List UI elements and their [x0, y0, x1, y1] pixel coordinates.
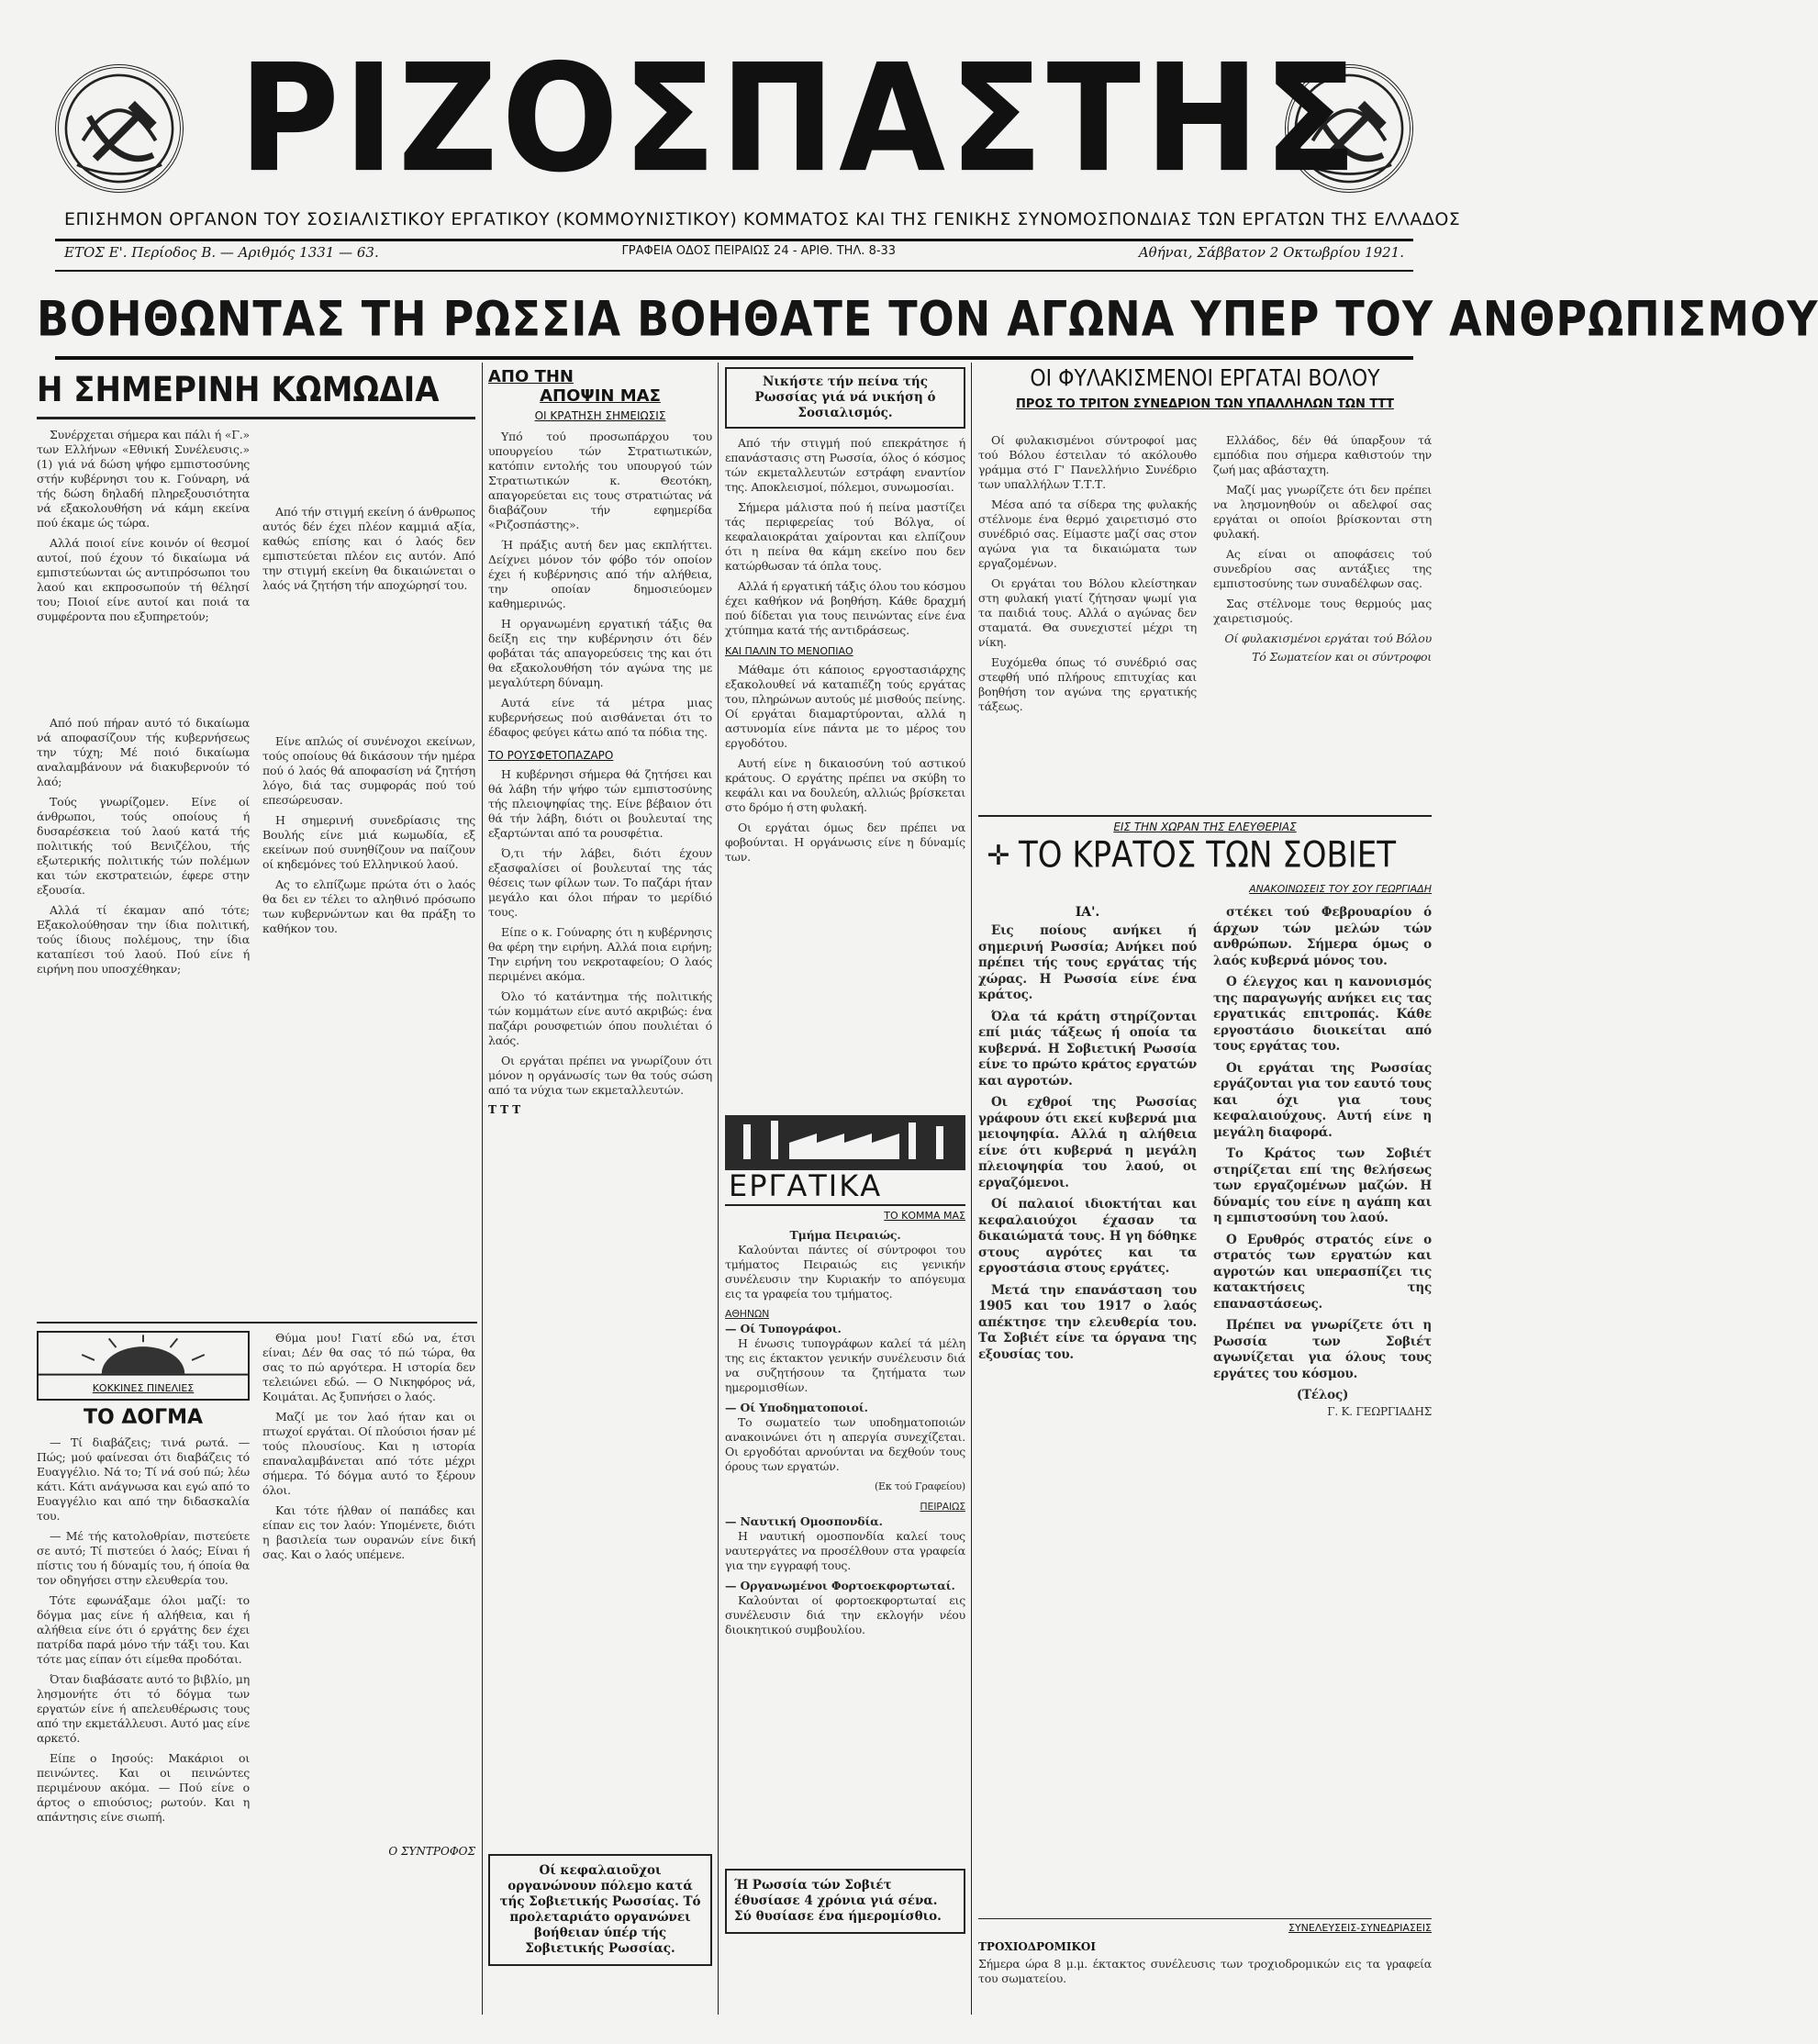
factory-icon [725, 1115, 965, 1170]
article-paragraph: Αυτή είνε η δικαιοσύνη τού αστικού κράτους. Ο εργάτης πρέπει να σκύβη το κεφάλι και να δουλεύη, αλλιώς βρίσκεται στο δρόμο ή στη φυλακή. [725, 756, 965, 814]
notice-title: — Οργανωμένοι Φορτοεκφορτωταί. [725, 1579, 955, 1592]
cross-icon: ✛ [987, 839, 1010, 872]
article-dogma [37, 1331, 475, 2010]
signature-line: Τό Σωματείον και οι σύντροφοι [1252, 650, 1432, 664]
slogan-box [725, 367, 965, 429]
sub-headline: ΚΑΙ ΠΑΛΙΝ ΤΟ ΜΕΝΟΠΙΑΟ [725, 645, 853, 657]
notice-text: Καλούνται πάντες οί σύντροφοι του τμήματος Πειραιώς εις γενικήν συνέλευσιν την Κυριακήν το απόγευμα εις τα γραφεία του τμήματος. [725, 1243, 965, 1301]
article-paragraph: — Τί διαβάζεις; τινά ρωτά. — Πώς; μού φαίνεσαι ότι διαβάζεις τό Ευαγγέλιο. Νά το; Τί νά σού πώ; λέω κάτι. Κάτι ανάγνωσα και εγώ από το Ευαγγέλιο και από την διδασκαλία του. [37, 1435, 250, 1523]
slogan-text: Νικήστε τήν πείνα τής Ρωσσίας γιά νά νικήση ό Σοσιαλισμός. [754, 374, 936, 420]
article-body-left [978, 433, 1197, 720]
article-body [488, 430, 712, 740]
article-body-left-2 [37, 716, 250, 982]
article-paragraph: Ας είναι οι αποφάσεις τού συνεδρίου σας αντάξιες της εμπιστοσύνης των συναδέλφων σας. [1213, 547, 1432, 590]
article-paragraph: Σήμερα μάλιστα πού ή πείνα μαστίζει τάς περιφερείας τού Βόλγα, οί κεφαλαιοκράται χαίρονται και ελπίζουν ότι η πείνα θα κάμη εκείνο που δεν κατώρθωσαν τά όπλα τους. [725, 500, 965, 573]
article-paragraph: Ελλάδος, δέν θά ύπαρξουν τά εμπόδια που σήμερα καθιστούν την ζωή μας αβάσταχτη. [1213, 433, 1432, 476]
article-paragraph: Αυτά είνε τά μέτρα μιας κυβερνήσεως πού αισθάνεται ότι το έδαφος φεύγει κάτω από τα πόδια της. [488, 696, 712, 739]
article-paragraph: Πρέπει να γνωρίζετε ότι η Ρωσσία των Σοβιέτ αγωνίζεται για όλους τους εργάτες του κόσμου. [1213, 1318, 1432, 1381]
article-headline-2 [978, 834, 1432, 877]
source-note: (Εκ τού Γραφείου) [874, 1480, 965, 1492]
footer-label: ΣΥΝΕΛΕΥΣΕΙΣ-ΣΥΝΕΔΡΙΑΣΕΙΣ [1288, 1922, 1432, 1934]
notice-text: Η ναυτική ομοσπονδία καλεί τους ναυτεργάτες να προσέλθουν στα γραφεία για την εγγραφή τους. [725, 1529, 965, 1572]
series-line: ΑΠΟ ΤΗΝ [488, 367, 574, 386]
article-volos [978, 367, 1432, 2010]
series-title: ΚΟΚΚΙΝΕΣ ΠΙΝΕΛΙΕΣ [92, 1382, 195, 1394]
section-rule [725, 1204, 965, 1206]
article-paragraph: Η οργανωμένη εργατική τάξις θα δείξη εις την κυβέρνησιν ότι δέν φοβάται τάς απαγορεύσεις της και ότι θα εξακολουθήση τόν αγώνα της με μεγαλύτερη δύναμη. [488, 617, 712, 689]
article-paragraph: Αλλά τί έκαμαν από τότε; Εξακολούθησαν την ίδια πολιτική, τούς ίδιους πολέμους, την ίδια καταπίεσι τού λαού. Πού είνε ή ειρήνη που υποσχέθηκαν; [37, 903, 250, 976]
article-paragraph: Ό,τι τήν λάβει, διότι έχουν εξασφαλίσει οί βουλευταί της τάς θέσεις των φίλων των. Το παζάρι ήταν μεγάλο και όλοι πήραν το μερίδιό τους. [488, 846, 712, 919]
article-body [725, 663, 965, 865]
dateline [64, 244, 1404, 266]
article-paragraph: Οι εργάται πρέπει να γνωρίζουν ότι μόνον η οργάνωσίς των θα τούς σώση από τα νύχια των εκμεταλλευτών. [488, 1054, 712, 1097]
article-paragraph: Σας στέλνομε τους θερμούς μας χαιρετισμούς. [1213, 597, 1432, 625]
category-label: ΕΙΣ ΤΗΝ ΧΩΡΑΝ ΤΗΣ ΕΛΕΥΘΕΡΙΑΣ [1113, 821, 1297, 833]
article-paragraph: Από πού πήραν αυτό τό δικαίωμα νά αποφασίζουν τής κυβερνήσεως την τύχη; Μέ ποιό δικαίωμα αναλαμβάνουν νά διακυβερνούν τό λαό; [37, 716, 250, 788]
article-body-right [262, 505, 475, 598]
signers: Οί φυλακισμένοι εργάται τού Βόλου [1224, 631, 1432, 645]
column-rule [971, 363, 972, 2015]
article-paragraph: Από τήν στιγμή πού επεκράτησε ή επανάστασις στη Ρωσσία, όλος ό κόσμος τών εκμεταλλευτών εστράφη εναντίον της. Αποκλεισμοί, πόλεμοι, συνωμοσίαι. [725, 436, 965, 494]
issue-info: ΕΤΟΣ Ε'. Περίοδος Β. — Αριθμός 1331 — 63. [64, 244, 379, 261]
article-paragraph: Ή πράξις αυτή δεν μας εκπλήττει. Δείχνει μόνον τόν φόβο τόν οποίον έχει ή κυβέρνησις από τήν αλήθεια, την οποίαν δημοσιεύομεν καθημερινώς. [488, 538, 712, 610]
workers-section-header [725, 1115, 965, 1203]
hammer-sickle-icon [59, 68, 180, 189]
series-vignette [37, 1331, 250, 1401]
article-paragraph: Όλο τό κατάντημα τής πολιτικής τών κομμάτων είνε αυτό ακριβώς: ένα παζάρι ρουσφετιών όπου πουλιέται ό λαός. [488, 989, 712, 1047]
slogan-text: Ή Ρωσσία τών Σοβιέτ έθυσίασε 4 χρόνια γιά σένα. Σύ θυσίασε ένα ήμερομίσθιο. [734, 1878, 942, 1924]
article-paragraph: Οί παλαιοί ιδιοκτήται και κεφαλαιούχοι έχασαν τα δικαιώματά τους. Η γη δόθηκε στους αγρότες και τα εργοστάσια στους εργάτες. [978, 1197, 1197, 1276]
article-paragraph: Τούς γνωρίζομεν. Είνε οί άνθρωποι, τούς οποίους ή δυσαρέσκεια τού λαού κατά τής πολιτικής τού Βενιζέλου, τής εξωτερικής πολιτικής τών πολέμων και τών εκστρατειών, έφερε στην εξουσία. [37, 795, 250, 897]
masthead-subtitle: ΕΠΙΣΗΜΟΝ ΟΡΓΑΝΟΝ ΤΟΥ ΣΟΣΙΑΛΙΣΤΙΚΟΥ ΕΡΓΑΤΙΚΟΥ (ΚΟΜΜΟΥΝΙΣΤΙΚΟΥ) ΚΟΜΜΑΤΟΣ ΚΑΙ ΤΗΣ ΓΕΝΙΚΗΣ ΣΥΝΟΜΟΣΠΟΝΔΙΑΣ ΤΩΝ ΕΡΓΑΤΩΝ ΤΗΣ ΕΛΛΑΔΟΣ [64, 209, 1461, 229]
article-famine [725, 367, 965, 2010]
article-paragraph: Η σημερινή συνεδρίασις της Βουλής είνε μιά κωμωδία, εξ εκείνων πού συνηθίζουν να παίζουν οί κηδεμόνες τού Ελληνικού λαού. [262, 813, 475, 871]
notice-text: Το σωματείο των υποδηματοποιών ανακοινώνει ότι η απεργία συνεχίζεται. Οι εργοδόται αρνούνται να δεχθούν τους όρους των εργατών. [725, 1415, 965, 1473]
article-paragraph: Είνε απλώς οί συνένοχοι εκείνων, τούς οποίους θά δικάσουν τήν ημέρα πού ό λαός θά αποφασίση νά ζητήση λόγο, διά τας συμφοράς πού τού επεσώρευσαν. [262, 734, 475, 807]
article-paragraph: Από τήν στιγμή εκείνη ό άνθρωπος αυτός δέν έχει πλέον καμμιά αξία, καθώς επίσης και ό λαός δεν εμπιστεύεται πλέον εις αυτόν. Από την στιγμή εκείνη θα δικαιώνεται ο λαός νά ζητήση τήν αποχώρησί του. [262, 505, 475, 592]
article-paragraph: Όλα τά κράτη στηρίζονται επί μιάς τάξεως ή οποία τα κυβερνά. Η Σοβιετική Ρωσσία είνε το πρώτο κράτος εργατών και αγροτών. [978, 1009, 1197, 1089]
closing: (Τέλος) [1296, 1388, 1349, 1402]
article-paragraph: Εις ποίους ανήκει ή σημερινή Ρωσσία; Ανήκει πού πρέπει τής τους εργάτας τής χώρας. Η Ρωσσία είνε ένα κράτος. [978, 923, 1197, 1002]
article-paragraph: — Μέ τής κατολοθρίαν, πιστεύετε σε αυτό; Τί πιστεύει ό λαός; Είναι ή πίστις του ή δύναμίς του, ή όποία θα τον οδηγήσει στην ελευθερία του. [37, 1529, 250, 1587]
section-rule [37, 1322, 477, 1324]
article-paragraph: Οί φυλακισμένοι σύντροφοί μας τού Βόλου έστειλαν τό ακόλουθο γράμμα στό Γ' Πανελλήνιο Συνέδριο των υπαλλήλων Τ.Τ.Τ. [978, 433, 1197, 491]
slogan-box [725, 1869, 965, 1934]
slogan-box [488, 1854, 712, 1966]
rule-top [55, 239, 1413, 241]
series-part: ΙΑ'. [1075, 905, 1100, 920]
article-signature: Ο ΣΥΝΤΡΟΦΟΣ [388, 1845, 475, 1858]
article-paragraph: Συνέρχεται σήμερα και πάλι ή «Γ.» των Ελλήνων «Εθνική Συνέλευσις.» (1) γιά νά δώση ψήφο εμπιστοσύνης στήν κυβέρνησι του κ. Γούναρη, νά τής δώση δηλαδή πληρεξουσιότητα νά εξακολουθήση νά κάμη εκείνα πού έκαμε ώς τώρα. [37, 428, 250, 530]
sub-headline: ΤΟ ΡΟΥΣΦΕΤΟΠΑΖΑΡΟ [488, 749, 614, 762]
article-body-right-2 [262, 734, 475, 942]
notice-title: — Οί Υποδηματοποιοί. [725, 1401, 868, 1414]
notice-title: Τμήμα Πειραιώς. [789, 1228, 901, 1242]
section-rule [978, 815, 1432, 817]
article-paragraph: Μάθαμε ότι κάποιος εργοστασιάρχης εξακολουθεί νά καταπιέζη τούς εργάτας του, πληρώνων αυτούς μέ μισθούς πείνης. Οί εργάται διαμαρτύρονται, αλλά η αστυνομία είνε πάντα με το μέρος του εργοδότου. [725, 663, 965, 750]
article-paragraph: Είπε ο κ. Γούναρης ότι η κυβέρνησις θα φέρη την ειρήνη. Αλλά ποια ειρήνη; Την ειρήνη του νεκροταφείου; Ο λαός περιμένει ακόμα. [488, 925, 712, 983]
slogan-text: Οί κεφαλαιοῦχοι οργανώνουν πόλεμο κατά τής Σοβιετικής Ρωσσίας. Τό προλεταριάτο οργανώνει βοήθειαν ύπέρ τής Σοβιετικής Ρωσσίας. [499, 1863, 701, 1956]
article-body-right [1213, 905, 1432, 1420]
article-paragraph: Μαζί μας γνωρίζετε ότι δεν πρέπει να λησμονηθούν οι αδελφοί σας εργάται οι οποίοι βρίσκονται στη φυλακή. [1213, 483, 1432, 541]
column-rule [482, 363, 483, 2015]
article-body [725, 436, 965, 638]
article-body-right [1213, 433, 1432, 665]
article-body-right [262, 1331, 475, 1568]
sub-headline: ΠΡΟΣ ΤΟ ΤΡΙΤΟΝ ΣΥΝΕΔΡΙΟΝ ΤΩΝ ΥΠΑΛΛΗΛΩΝ ΤΩΝ ΤΤΤ [1016, 397, 1394, 411]
emblem-left [55, 64, 184, 193]
article-comedy [37, 367, 475, 1312]
footer-text: Σήμερα ώρα 8 μ.μ. έκτακτος συνέλευσις των τροχιοδρομικών εις τα γραφεία του σωματείου. [978, 1957, 1432, 1985]
article-paragraph: Ευχόμεθα όπως τό συνέδριό σας στεφθή υπό πλήρους επιτυχίας και βοηθήση τον αγώνα της εργατικής τάξεως. [978, 655, 1197, 713]
article-paragraph: Αλλά ή εργατική τάξις όλου του κόσμου έχει καθήκον νά βοηθήση. Κάθε δραχμή πού δίδεται για τους πεινώντας είνε ένα χτύπημα κατά τής αντιδράσεως. [725, 579, 965, 637]
article-paragraph: Όταν διαβάσατε αυτό το βιβλίο, μη λησμονήτε ότι τό δόγμα των εργατών είνε ή απελευθέρωσις τους από την εκμετάλλευσι. Αυτό μας είνε αρκετό. [37, 1672, 250, 1745]
notices-body [725, 1228, 965, 1643]
article-body-left [978, 923, 1197, 1368]
headline-text: ΤΟ ΚΡΑΤΟΣ ΤΩΝ ΣΟΒΙΕΤ [1019, 834, 1397, 877]
article-paragraph: Ας το ελπίζωμε πρώτα ότι ο λαός θα δει εν τέλει το αληθινό πρόσωπο των κυβερνώντων και θα πράξη το καθήκον του. [262, 877, 475, 935]
city-label: ΠΕΙΡΑΙΩΣ [920, 1501, 965, 1513]
city-label: ΑΘΗΝΩΝ [725, 1308, 770, 1320]
notice-title: — Οί Τυπογράφοι. [725, 1322, 842, 1335]
notice-text: Η ένωσις τυπογράφων καλεί τά μέλη της εις έκτακτον γενικήν συνέλευσιν διά να συζητήσουν τα ζητήματα των ημερομισθίων. [725, 1336, 965, 1394]
masthead-title: ΡΙΖΟΣΠΑΣΤΗΣ [239, 33, 1361, 206]
article-paragraph: Η κυβέρνησι σήμερα θά ζητήσει και θά λάβη τήν ψήφο τών εμπιστοσύνης τής πλειοψηφίας της. Είνε βέβαιον ότι θά τήν λάβη, διότι οι βουλευταί της εξαρτώνται από τα ρουσφέτια. [488, 767, 712, 840]
sunrise-icon [39, 1333, 248, 1379]
article-paragraph: Οι εργάται του Βόλου κλείστηκαν στη φυλακή γιατί ζήτησαν ψωμί για τα παιδιά τους. Αλλά ο αγώνας δεν σταματά. Θα συνεχιστεί μέχρι τη νίκη. [978, 576, 1197, 649]
article-paragraph: Το Κράτος των Σοβιέτ στηρίζεται επί της θελήσεως των εργαζομένων μαζών. Η δύναμίς του είνε η αγάπη και η εμπιστοσύνη του λαού. [1213, 1146, 1432, 1225]
notice-title: — Ναυτική Ομοσπονδία. [725, 1514, 883, 1528]
footer-title: ΤΡΟΧΙΟΔΡΟΜΙΚΟΙ [978, 1940, 1096, 1953]
section-title: ΕΡΓΑΤΙΚΑ [729, 1168, 883, 1203]
article-paragraph: Αλλά ποιοί είνε κοινόν οί θεσμοί αυτοί, πού έχουν τό δικαίωμα νά εμπιστεύωνται ώς αντιπρόσωποι του λαού και εκπροσωπούν τή θέλησί του; Ποιοί είνε αυτοί και ποιά τα συμφέροντα που εξυπηρετούν; [37, 536, 250, 623]
article-paragraph: Ο Ερυθρός στρατός είνε ο στρατός των εργατών και αγροτών και υπερασπίζει τις κατακτήσεις της επαναστάσεως. [1213, 1232, 1432, 1312]
headline-rule [37, 417, 475, 419]
article-headline: ΟΙ ΚΡΑΤΗΣΗ ΣΗΜΕΙΩΣΙΣ [534, 409, 666, 422]
article-headline: ΟΙ ΦΥΛΑΚΙΣΜΕΝΟΙ ΕΡΓΑΤΑΙ ΒΟΛΟΥ [1030, 365, 1380, 392]
author: Γ. Κ. ΓΕΩΡΓΙΑΔΗΣ [1327, 1404, 1432, 1418]
article-body-left [37, 428, 250, 630]
section-rule [978, 1918, 1432, 1919]
article-paragraph: Μετά την επανάσταση του 1905 και του 1917 ο λαός απέκτησε την ελευθερία του. Τα Σοβιέτ είνε τα όργανα της εξουσίας του. [978, 1282, 1197, 1362]
article-paragraph: Θύμα μου! Γιατί εδώ να, έτσι είναι; Δέν θα σας τό πώ τώρα, θα σας το πώ αργότερα. Η ιστορία δεν τελειώνει εδώ. — Ο Νικηφόρος νά, Κοιμάται. Ας ξυπνήσει ο λαός. [262, 1331, 475, 1403]
article-paragraph: Μέσα από τα σίδερα της φυλακής στέλνομε ένα θερμό χαιρετισμό στο συνέδριό σας. Είμαστε μαζί σας στον αγώνα για τα δικαιώματα των εργαζομένων. [978, 497, 1197, 570]
office-address: ΓΡΑΦΕΙΑ ΟΔΟΣ ΠΕΙΡΑΙΩΣ 24 - ΑΡΙΘ. ΤΗΛ. 8-33 [621, 244, 897, 258]
article-paragraph: Οι εργάται της Ρωσσίας εργάζονται για τον εαυτό τους και όχι για τους κεφαλαιούχους. Αυτή είνε η μεγάλη διαφορά. [1213, 1060, 1432, 1140]
article-headline: Η ΣΗΜΕΡΙΝΗ ΚΩΜΩΔΙΑ [37, 370, 440, 410]
article-headline: ΤΟ ΔΟΓΜΑ [83, 1406, 204, 1429]
section-tags: Τ Τ Τ [488, 1103, 521, 1116]
rule-banner [55, 356, 1413, 360]
sub-section: ΤΟ ΚΟΜΜΑ ΜΑΣ [884, 1210, 965, 1222]
banner-headline: ΒΟΗΘΩΝΤΑΣ ΤΗ ΡΩΣΣΙΑ ΒΟΗΘΑΤΕ ΤΟΝ ΑΓΩΝΑ ΥΠΕΡ ΤΟΥ ΑΝΘΡΩΠΙΣΜΟΥ [37, 289, 1818, 348]
issue-date: Αθήναι, Σάββατον 2 Οκτωβρίου 1921. [1138, 244, 1404, 261]
article-paragraph: Μαζί με τον λαό ήταν και οι πτωχοί εργάται. Οί πλούσιοι ήσαν μέ τούς πλουσίους. Και η ιστορία επαναλαμβάνεται από τότε μέχρι σήμερα. Τό δόγμα αυτό το ξέρουν όλοι. [262, 1410, 475, 1497]
article-paragraph: Υπό τού προσωπάρχου του υπουργείου τών Στρατιωτικών, κατόπιν εντολής του υπουργού τών Στρατιωτικών κ. Θεοτόκη, απαγορεύεται εις τους στρατιώτας νά διαβάζουν τήν εφημερίδα «Ριζοσπάστης». [488, 430, 712, 531]
article-paragraph: Οι εχθροί της Ρωσσίας γράφουν ότι εκεί κυβερνά μια μειοψηφία. Αλλά η αλήθεια είνε ότι κυβερνά η μεγάλη πλειοψηφία του λαού, οι εργαζόμενοι. [978, 1095, 1197, 1190]
article-opinion [488, 367, 712, 2010]
article-paragraph: Τότε εφωνάξαμε όλοι μαζί: το δόγμα μας είνε ή αλήθεια, και ή αλήθεια είνε ότι ό εργάτης δεν έχει πατρίδα παρά μόνο τήν τάξι του. Και τότε μας είπαν ότι είμεθα προδόται. [37, 1593, 250, 1666]
article-paragraph: Είπε ο Ιησούς: Μακάριοι οι πεινώντες. Και οι πεινώντες περιμένουν ακόμα. — Πού είνε ο άρτος ο επιούσιος; ρωτούν. Και η απάντησις είνε σιωπή. [37, 1751, 250, 1824]
article-paragraph: Ο έλεγχος και η κανονισμός της παραγωγής ανήκει εις τας εργατικάς επιτροπάς. Κάθε εργοστάσιο διοικείται από τους εργάτας του. [1213, 975, 1432, 1054]
byline: ΑΝΑΚΟΙΝΩΣΕΙΣ ΤΟΥ ΣΟΥ ΓΕΩΡΓΙΑΔΗ [1249, 883, 1432, 895]
article-paragraph: στέκει τού Φεβρουαρίου ό άρχων τών μελών τών ανθρώπων. Σήμερα όμως ο λαός κυβερνά μόνος του. [1213, 905, 1432, 968]
rule-dateline [55, 270, 1413, 272]
article-body-left [37, 1435, 250, 1830]
article-body [488, 767, 712, 1098]
article-paragraph: Και τότε ήλθαν οί παπάδες και είπαν εις τον λαόν: Υπομένετε, διότι η βασιλεία των ουρανών είνε δική σας. Και ο λαός υπέμενε. [262, 1503, 475, 1561]
series-line: ΑΠΟΨΙΝ ΜΑΣ [540, 386, 661, 406]
column-rule [718, 363, 719, 2015]
notice-text: Καλούνται οί φορτοεκφορτωταί εις συνέλευσιν διά την εκλογήν νέου διοικητικού συμβουλίου. [725, 1593, 965, 1636]
article-paragraph: Οι εργάται όμως δεν πρέπει να φοβούνται. Η οργάνωσις είνε η δύναμίς των. [725, 821, 965, 864]
